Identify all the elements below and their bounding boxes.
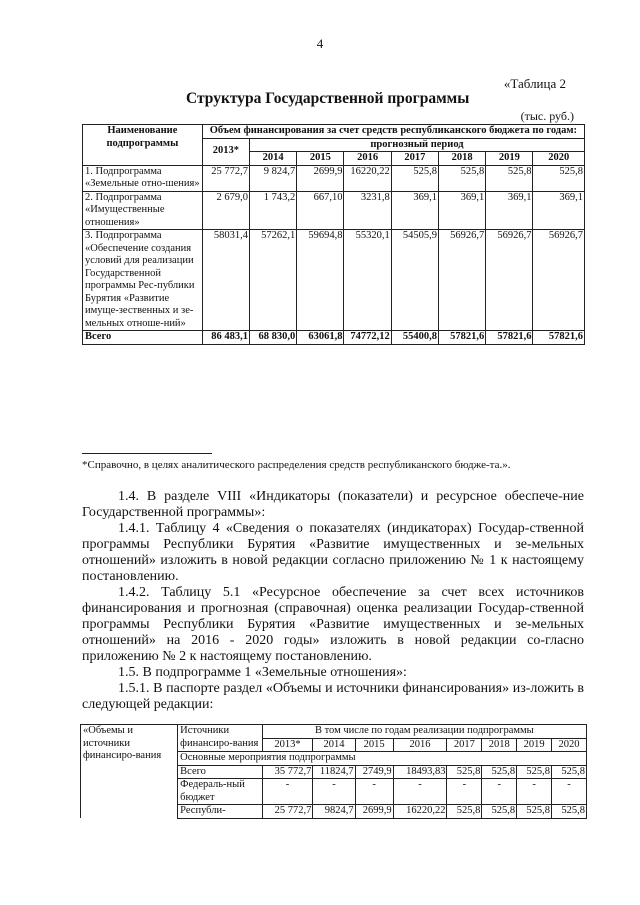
cell-value: - [355,779,393,805]
year-header: 2013* [262,738,313,752]
table-row [83,191,585,230]
total-label: Всего [83,331,203,345]
footnote-divider [82,453,212,454]
forecast-period-header: прогнозный период [249,138,584,152]
cell-value: 525,8 [552,805,587,819]
cell-value: - [517,779,552,805]
table-row [83,165,585,191]
cell-value: 369,1 [438,191,485,230]
total-value: 57821,6 [486,331,533,345]
table-label: «Таблица 2 [503,76,566,91]
year-header: 2017 [391,152,438,166]
sources-header: Источники финансиро-вания [178,725,263,752]
paragraph-1-5-1: 1.5.1. В паспорте раздел «Объемы и источники финансирования» из-ложить в следующей редакции: [82,681,584,712]
cell-value: - [313,779,355,805]
funding-sources-table [80,724,587,819]
paragraph-1-4-2: 1.4.2. Таблицу 5.1 «Ресурсное обеспечение за счет всех источников финансирования и прогнозная (справочная) оценка реализации Государ-ственной программы Республики Бурятия «Развитие имущественных и зе-мельных отношений» на 2016 - 2020 годы» изложить в новой редакции со-гласно приложению № 2 к настоящему постановлению. [82,585,584,664]
cell-value: 525,8 [447,765,482,779]
cell-value: 525,8 [533,165,585,191]
cell-value: 2699,9 [297,165,344,191]
total-value: 86 483,1 [202,331,249,345]
total-value: 57821,6 [438,331,485,345]
column-header-volume: Объем финансирования за счет средств республиканского бюджета по годам: [202,125,584,139]
cell-value: 369,1 [533,191,585,230]
year-header: 2015 [355,738,393,752]
cell-value: 59694,8 [297,230,344,331]
cell-value: 2 679,0 [202,191,249,230]
year-header: 2020 [533,152,585,166]
cell-value: 25 772,7 [202,165,249,191]
year-header: 2016 [393,738,447,752]
year-header: 2013* [202,138,249,165]
cell-value: 525,8 [447,805,482,819]
subprogram-name: 2. Подпрограмма «Имущественные отношения» [83,191,203,230]
cell-value: - [447,779,482,805]
source-name: Республи- [178,805,263,819]
cell-value: 525,8 [482,765,517,779]
source-name: Федераль-ный бюджет [178,779,263,805]
cell-value: 16220,22 [393,805,447,819]
subprogram-name: 1. Подпрограмма «Земельные отно-шения» [83,165,203,191]
program-structure-table [82,124,585,345]
cell-value: 11824,7 [313,765,355,779]
cell-value: 18493,83 [393,765,447,779]
section-label: Основные мероприятия подпрограммы [178,752,587,766]
cell-value: 25 772,7 [262,805,313,819]
cell-value: 16220,22 [344,165,391,191]
cell-value: 9 824,7 [249,165,296,191]
cell-value: 369,1 [486,191,533,230]
total-value: 57821,6 [533,331,585,345]
table-units: (тыс. руб.) [520,109,574,123]
year-header: 2015 [297,152,344,166]
total-value: 68 830,0 [249,331,296,345]
page-number: 4 [316,36,324,51]
cell-value: 54505,9 [391,230,438,331]
total-value: 74772,12 [344,331,391,345]
header-row [81,725,587,739]
table-title: Структура Государственной программы [186,90,470,107]
paragraph-1-4-1: 1.4.1. Таблицу 4 «Сведения о показателях (индикаторах) Государ-ственной программы Республики Бурятия «Развитие имущественных и зе-мельных отношений» изложить в новой редакции согласно приложению № 1 к настоящему постановлению. [82,521,584,584]
paragraph-1-4: 1.4. В разделе VIII «Индикаторы (показатели) и ресурсное обеспече-ние Государственной программы»: [82,489,584,520]
cell-value: - [393,779,447,805]
cell-value: 525,8 [482,805,517,819]
cell-value: - [262,779,313,805]
cell-value: 369,1 [391,191,438,230]
cell-value: 525,8 [552,765,587,779]
cell-value: - [482,779,517,805]
header-row [83,125,585,139]
cell-value: 2699,9 [355,805,393,819]
years-header: В том числе по годам реализации подпрограммы [262,725,586,739]
year-header: 2014 [313,738,355,752]
cell-value: 56926,7 [486,230,533,331]
year-header: 2019 [517,738,552,752]
funding-volume-label: «Объемы и источники финансиро-вания [81,725,178,819]
cell-value: 525,8 [486,165,533,191]
source-name: Всего [178,765,263,779]
paragraph-1-5: 1.5. В подпрограмме 1 «Земельные отношения»: [118,665,407,680]
cell-value: 525,8 [517,805,552,819]
year-header: 2020 [552,738,587,752]
cell-value: 9824,7 [313,805,355,819]
footnote: *Справочно, в целях аналитического распределения средств республиканского бюдже-та.». [82,459,511,471]
cell-value: 58031,4 [202,230,249,331]
total-value: 55400,8 [391,331,438,345]
cell-value: 525,8 [391,165,438,191]
cell-value: 525,8 [438,165,485,191]
total-row [83,331,585,345]
column-header-name: Наименование подпрограммы [83,125,203,166]
year-header: 2017 [447,738,482,752]
year-header: 2018 [438,152,485,166]
cell-value: 3231,8 [344,191,391,230]
cell-value: 2749,9 [355,765,393,779]
year-header: 2018 [482,738,517,752]
cell-value: 1 743,2 [249,191,296,230]
total-value: 63061,8 [297,331,344,345]
year-header: 2014 [249,152,296,166]
cell-value: 56926,7 [438,230,485,331]
year-header: 2016 [344,152,391,166]
cell-value: 35 772,7 [262,765,313,779]
cell-value: 667,10 [297,191,344,230]
subprogram-name: 3. Подпрограмма «Обеспечение создания условий для реализации Государственной программы Рес-публики Бурятия «Развитие имуще-зественных и зе-мельных отноше-ний» [83,230,203,331]
cell-value: 525,8 [517,765,552,779]
cell-value: 56926,7 [533,230,585,331]
cell-value: - [552,779,587,805]
cell-value: 55320,1 [344,230,391,331]
year-header: 2019 [486,152,533,166]
cell-value: 57262,1 [249,230,296,331]
table-row [83,230,585,331]
